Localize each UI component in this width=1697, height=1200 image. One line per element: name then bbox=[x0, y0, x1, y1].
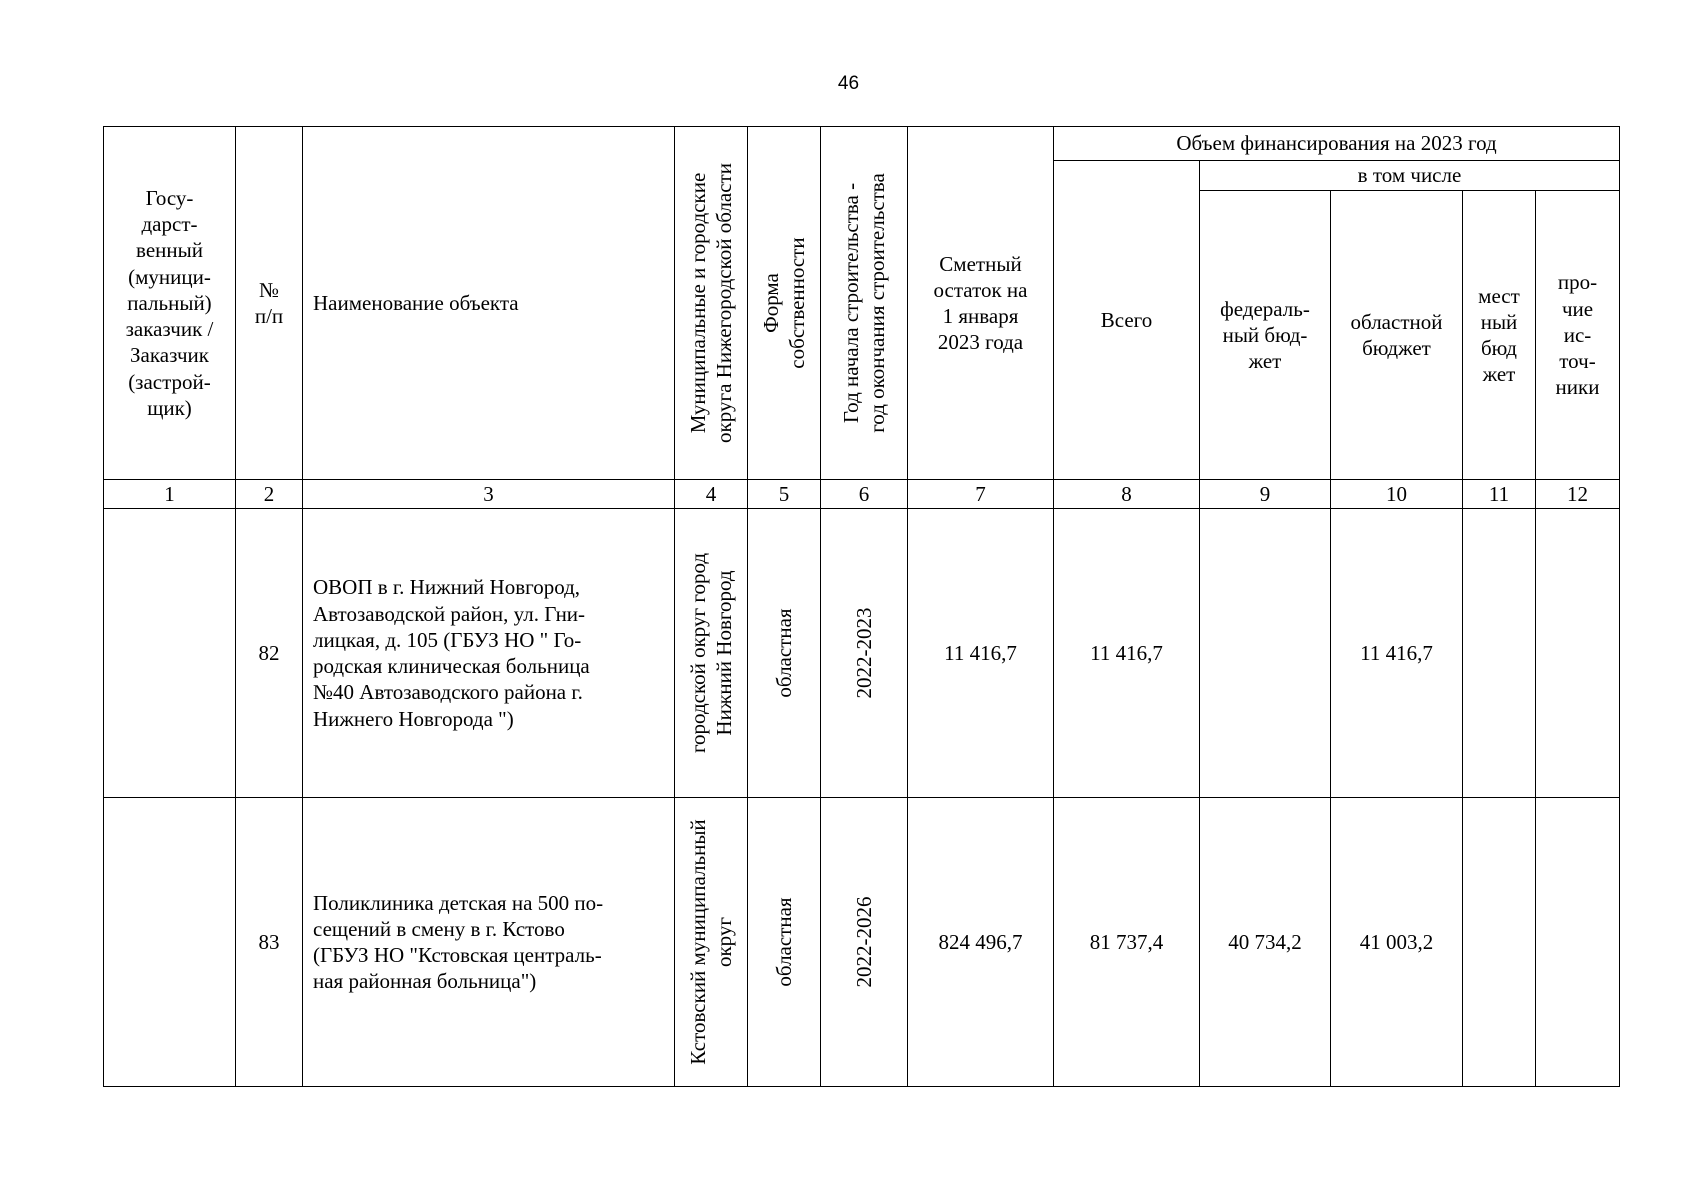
header-ownership bbox=[748, 127, 821, 480]
column-number: 6 bbox=[821, 480, 908, 509]
cell-name-text: Поликлиника детская на 500 по- сещений в смену в г. Кстово (ГБУЗ НО "Кстовская централь- ная районная больница") bbox=[313, 890, 604, 994]
cell-years-text: 2022-2026 bbox=[851, 896, 876, 988]
page-number: 46 bbox=[837, 73, 860, 94]
cell-federal bbox=[1200, 509, 1331, 798]
column-number: 10 bbox=[1331, 480, 1463, 509]
cell-ownership-text: областная bbox=[771, 897, 796, 987]
cell-remainder: 824 496,7 bbox=[908, 798, 1054, 1087]
header-local-text: мест ный бюд жет bbox=[1478, 283, 1520, 387]
header-remainder bbox=[908, 127, 1054, 480]
cell-years bbox=[821, 798, 908, 1087]
column-number: 5 bbox=[748, 480, 821, 509]
cell-local bbox=[1463, 509, 1536, 798]
header-num bbox=[236, 127, 303, 480]
header-municipal bbox=[675, 127, 748, 480]
column-number: 9 bbox=[1200, 480, 1331, 509]
header-years bbox=[821, 127, 908, 480]
cell-ownership-text: областная bbox=[771, 608, 796, 698]
header-other bbox=[1536, 191, 1620, 480]
cell-municipal bbox=[675, 509, 748, 798]
header-name-text: Наименование объекта bbox=[313, 290, 519, 315]
header-name bbox=[303, 127, 675, 480]
column-number: 1 bbox=[104, 480, 236, 509]
cell-ownership bbox=[748, 509, 821, 798]
column-number: 8 bbox=[1054, 480, 1200, 509]
column-number: 12 bbox=[1536, 480, 1620, 509]
header-other-text: про- чие ис- точ- ники bbox=[1555, 270, 1600, 400]
cell-customer bbox=[104, 798, 236, 1087]
header-including: в том числе bbox=[1200, 161, 1620, 191]
cell-name bbox=[303, 798, 675, 1087]
cell-municipal bbox=[675, 798, 748, 1087]
header-total: Всего bbox=[1054, 161, 1200, 480]
column-number: 2 bbox=[236, 480, 303, 509]
cell-local bbox=[1463, 798, 1536, 1087]
cell-regional: 41 003,2 bbox=[1331, 798, 1463, 1087]
cell-years bbox=[821, 509, 908, 798]
cell-municipal-text: городской округ город Нижний Новгород bbox=[685, 552, 736, 754]
cell-name bbox=[303, 509, 675, 798]
column-number: 7 bbox=[908, 480, 1054, 509]
cell-other bbox=[1536, 509, 1620, 798]
cell-other bbox=[1536, 798, 1620, 1087]
header-customer-text: Госу- дарст- венный (муници- пальный) заказчик / Заказчик (застрой- щик) bbox=[125, 185, 214, 420]
cell-years-text: 2022-2023 bbox=[851, 607, 876, 699]
cell-ownership bbox=[748, 798, 821, 1087]
header-regional bbox=[1331, 191, 1463, 480]
header-federal-text: федераль- ный бюд- жет bbox=[1220, 296, 1310, 374]
header-remainder-text: Сметный остаток на 1 января 2023 года bbox=[933, 251, 1028, 355]
cell-federal: 40 734,2 bbox=[1200, 798, 1331, 1087]
cell-customer bbox=[104, 509, 236, 798]
column-number: 3 bbox=[303, 480, 675, 509]
column-numbers-row bbox=[104, 480, 1620, 509]
cell-num: 82 bbox=[236, 509, 303, 798]
cell-total: 81 737,4 bbox=[1054, 798, 1200, 1087]
header-row-1 bbox=[104, 127, 1620, 161]
header-regional-text: областной бюджет bbox=[1350, 309, 1443, 360]
financing-table bbox=[103, 126, 1620, 1087]
cell-remainder: 11 416,7 bbox=[908, 509, 1054, 798]
table-row bbox=[104, 798, 1620, 1087]
header-customer bbox=[104, 127, 236, 480]
cell-num: 83 bbox=[236, 798, 303, 1087]
header-local bbox=[1463, 191, 1536, 480]
table-row bbox=[104, 509, 1620, 798]
cell-total: 11 416,7 bbox=[1054, 509, 1200, 798]
header-funding-title: Объем финансирования на 2023 год bbox=[1054, 127, 1620, 161]
column-number: 11 bbox=[1463, 480, 1536, 509]
header-municipal-text: Муниципальные и городские округа Нижегородской области bbox=[685, 163, 736, 443]
header-federal bbox=[1200, 191, 1331, 480]
header-num-text: № п/п bbox=[254, 277, 284, 328]
column-number: 4 bbox=[675, 480, 748, 509]
cell-municipal-text: Кстовский муниципальный округ bbox=[685, 819, 736, 1065]
cell-name-text: ОВОП в г. Нижний Новгород, Автозаводской район, ул. Гни- лицкая, д. 105 (ГБУЗ НО " Го- родская клиническая больница №40 Автозаводского района г. Нижнего Новгорода ") bbox=[313, 575, 590, 731]
header-ownership-text: Форма собственности bbox=[758, 237, 809, 369]
header-years-text: Год начала строительства - год окончания строительства bbox=[838, 173, 889, 433]
cell-regional: 11 416,7 bbox=[1331, 509, 1463, 798]
